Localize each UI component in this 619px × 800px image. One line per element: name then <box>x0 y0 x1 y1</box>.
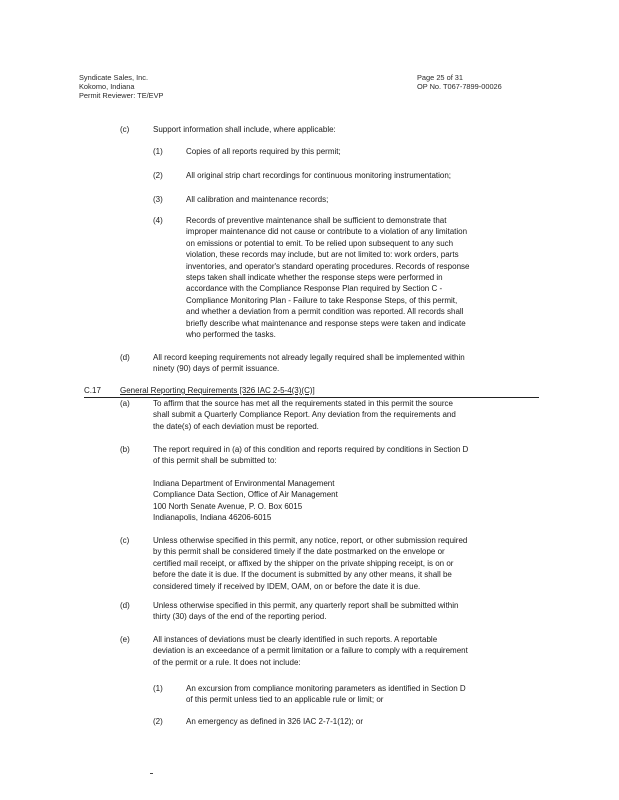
paragraph-line: violation, these records may include, but are not limited to: work orders, parts <box>186 250 459 260</box>
section-title <box>120 385 315 396</box>
item-b-label: (b) <box>120 445 130 454</box>
scan-speck <box>150 773 153 774</box>
item-c1-label: (1) <box>153 147 163 156</box>
item-c3-label: (3) <box>153 195 163 204</box>
address-line: Indiana Department of Environmental Management <box>153 479 335 488</box>
item-d-recordkeeping-label: (d) <box>120 353 130 362</box>
item-e2-label: (2) <box>153 717 163 726</box>
item-a-text <box>153 398 456 432</box>
header-reviewer: Permit Reviewer: TE/EVP <box>79 91 164 100</box>
paragraph-line: The report required in (a) of this condition and reports required by conditions in Section D <box>153 445 469 454</box>
header-page-number: Page 25 of 31 <box>417 73 464 82</box>
item-e-label: (e) <box>120 635 130 644</box>
item-c2-text: All original strip chart recordings for continuous monitoring instrumentation; <box>186 171 452 180</box>
paragraph-line: and whether a deviation from a permit condition was reported. All records shall <box>186 307 464 317</box>
paragraph-line: before the date it is due. If the document is submitted by any other means, it shall be <box>153 570 452 580</box>
paragraph-line: thirty (30) days of the end of the reporting period. <box>153 612 327 622</box>
item-e-text <box>153 634 468 668</box>
paragraph-line: accordance with the Compliance Response Plan required by Section C - <box>186 284 443 294</box>
header-company: Syndicate Sales, Inc. <box>79 73 149 82</box>
paragraph-line: Unless otherwise specified in this permit, any quarterly report shall be submitted within <box>153 601 459 610</box>
paragraph-line: by this permit shall be considered timely if the date postmarked on the envelope or <box>153 547 445 557</box>
paragraph-line: ninety (90) days of permit issuance. <box>153 364 280 374</box>
header-right <box>417 73 502 91</box>
paragraph-line: of the permit or a rule. It does not include: <box>153 657 301 667</box>
paragraph-line: All record keeping requirements not already legally required shall be implemented within <box>153 353 465 362</box>
item-e2-text: An emergency as defined in 326 IAC 2-7-1(12); or <box>186 717 363 726</box>
address-line: Compliance Data Section, Office of Air Management <box>153 490 338 500</box>
item-c-intro: Support information shall include, where applicable: <box>153 125 336 134</box>
paragraph-line: shall submit a Quarterly Compliance Report. Any deviation from the requirements and <box>153 410 456 420</box>
section-title-text: General Reporting Requirements [326 IAC 2-5-4(3)(C)] <box>120 386 315 395</box>
header-permit-number: OP No. T067-7899-00026 <box>417 82 502 91</box>
paragraph-line: All instances of deviations must be clearly identified in such reports. A reportable <box>153 635 438 644</box>
item-c2-text <box>153 535 467 592</box>
paragraph-line: Records of preventive maintenance shall be sufficient to demonstrate that <box>186 216 447 225</box>
paragraph-line: of this permit shall be submitted to: <box>153 456 277 466</box>
paragraph-line: Compliance Monitoring Plan - Failure to take Response Steps, of this permit, <box>186 295 458 305</box>
address-line: 100 North Senate Avenue, P. O. Box 6015 <box>153 501 303 511</box>
item-a-label: (a) <box>120 399 130 408</box>
item-b-text <box>153 444 468 467</box>
paragraph-line: on emissions or potential to emit. To be relied upon subsequent to any such <box>186 238 454 248</box>
paragraph-line: steps taken shall indicate whether the response steps were performed in <box>186 273 443 283</box>
item-c4-paragraph <box>186 215 469 340</box>
paragraph-line: the date(s) of each deviation must be reported. <box>153 421 319 431</box>
address-line: Indianapolis, Indiana 46206-6015 <box>153 513 272 523</box>
paragraph-line: considered timely if received by IDEM, OAM, on or before the date it is due. <box>153 581 421 591</box>
section-number: C.17 <box>84 386 101 395</box>
item-c2-label: (2) <box>153 171 163 180</box>
header-left <box>79 73 163 100</box>
paragraph-line: An excursion from compliance monitoring parameters as identified in Section D <box>186 684 466 693</box>
paragraph-line: deviation is an exceedance of a permit limitation or a failure to comply with a requirement <box>153 646 468 656</box>
item-e1-text <box>186 683 466 706</box>
item-c2-label: (c) <box>120 536 130 545</box>
paragraph-line: Unless otherwise specified in this permit, any notice, report, or other submission required <box>153 536 468 545</box>
item-d2-text <box>153 600 458 623</box>
paragraph-line: of this permit unless tied to an applicable rule or limit; or <box>186 695 384 705</box>
item-c4-label: (4) <box>153 216 163 225</box>
item-c3-text: All calibration and maintenance records; <box>186 195 329 204</box>
paragraph-line: certified mail receipt, or affixed by the shipper on the private shipping receipt, is on or <box>153 558 454 568</box>
paragraph-line: briefly describe what maintenance and response steps were taken and indicate <box>186 318 466 328</box>
item-c-label: (c) <box>120 125 130 134</box>
mailing-address <box>153 478 338 524</box>
paragraph-line: To affirm that the source has met all the requirements stated in this permit the source <box>153 399 453 408</box>
paragraph-line: who performed the tasks. <box>186 330 276 340</box>
item-c1-text: Copies of all reports required by this permit; <box>186 147 341 156</box>
paragraph-line: inventories, and operator's standard operating procedures. Records of response <box>186 261 470 271</box>
item-e1-label: (1) <box>153 684 163 693</box>
item-d-recordkeeping-text <box>153 352 465 375</box>
paragraph-line: improper maintenance did not cause or contribute to a violation of any limitation <box>186 227 468 237</box>
header-location: Kokomo, Indiana <box>79 82 135 91</box>
item-d2-label: (d) <box>120 601 130 610</box>
